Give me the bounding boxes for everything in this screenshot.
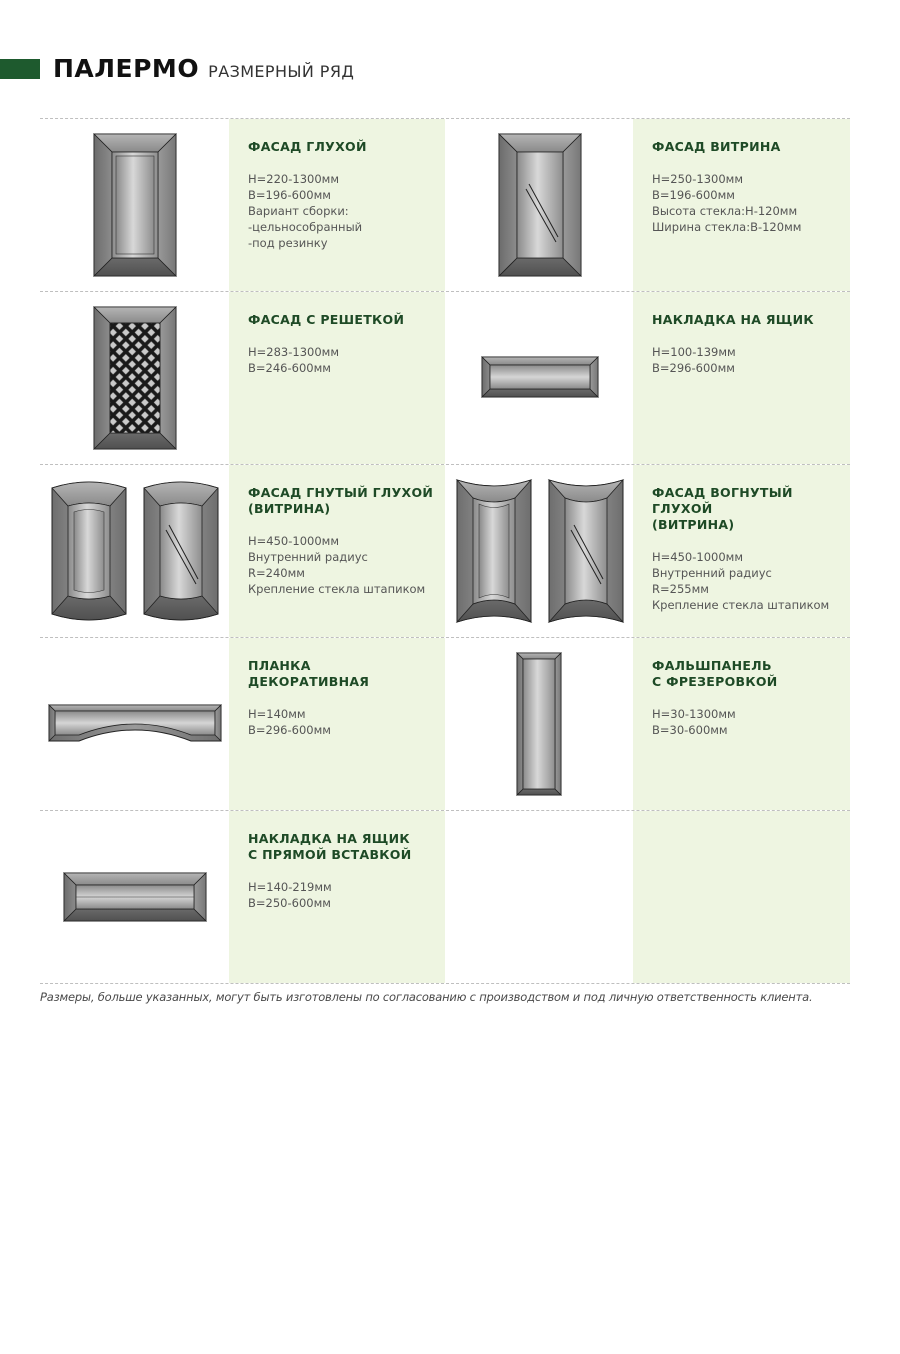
product-image-cell bbox=[445, 119, 633, 291]
header-accent-bar bbox=[0, 59, 40, 79]
product-specs bbox=[248, 879, 435, 911]
product-info-cell bbox=[229, 292, 445, 464]
spec-width: В=30-600мм bbox=[652, 723, 728, 737]
product-info-cell bbox=[633, 465, 850, 637]
spec-height: Н=450-1000мм bbox=[248, 534, 340, 548]
product-title: ФАСАД ВИТРИНА bbox=[652, 139, 781, 154]
product-info-cell bbox=[229, 811, 445, 983]
curved-facade-solid-drawing bbox=[52, 480, 126, 622]
product-image-cell bbox=[40, 638, 229, 810]
spec-height: Н=220-1300мм bbox=[248, 172, 340, 186]
product-info-cell bbox=[633, 638, 850, 810]
product-grid bbox=[40, 118, 850, 984]
product-title: ФАСАД ГЛУХОЙ bbox=[248, 139, 367, 154]
spec-height: Н=100-139мм bbox=[652, 345, 736, 359]
spec-line: Внутренний радиус bbox=[652, 566, 772, 580]
product-row bbox=[40, 118, 850, 291]
product-image-cell bbox=[40, 292, 229, 464]
product-specs bbox=[652, 706, 840, 738]
product-info-cell bbox=[229, 465, 445, 637]
title-subtitle: РАЗМЕРНЫЙ РЯД bbox=[208, 62, 355, 81]
product-row bbox=[40, 637, 850, 810]
product-row bbox=[40, 810, 850, 984]
product-specs bbox=[248, 533, 435, 597]
spec-line: Высота стекла:Н-120мм bbox=[652, 204, 798, 218]
product-image-cell bbox=[445, 638, 633, 810]
facade-vitrine-drawing bbox=[499, 134, 581, 276]
curved-facade-vitrine-drawing bbox=[144, 480, 218, 622]
drawer-overlay-drawing bbox=[482, 357, 598, 397]
empty-image-cell bbox=[445, 811, 633, 983]
product-title: НАКЛАДКА НА ЯЩИК С ПРЯМОЙ ВСТАВКОЙ bbox=[248, 831, 412, 862]
spec-width: В=196-600мм bbox=[248, 188, 331, 202]
spec-line: Внутренний радиус bbox=[248, 550, 368, 564]
spec-height: Н=283-1300мм bbox=[248, 345, 340, 359]
spec-radius: R=240мм bbox=[248, 566, 305, 580]
title-main: ПАЛЕРМО bbox=[53, 54, 200, 83]
product-info-cell bbox=[229, 119, 445, 291]
spec-line: Вариант сборки: bbox=[248, 204, 349, 218]
spec-width: В=250-600мм bbox=[248, 896, 331, 910]
product-title: НАКЛАДКА НА ЯЩИК bbox=[652, 312, 814, 327]
product-title: ФАСАД С РЕШЕТКОЙ bbox=[248, 312, 405, 327]
product-title: ФАСАД ВОГНУТЫЙ ГЛУХОЙ (ВИТРИНА) bbox=[652, 485, 793, 532]
facade-lattice-drawing bbox=[94, 307, 176, 449]
product-image-cell bbox=[445, 465, 633, 637]
product-image-cell bbox=[40, 119, 229, 291]
product-image-cell bbox=[40, 811, 229, 983]
facade-solid-drawing bbox=[94, 134, 176, 276]
product-info-cell bbox=[633, 119, 850, 291]
product-specs bbox=[248, 344, 435, 376]
product-row bbox=[40, 291, 850, 464]
product-image-cell bbox=[40, 465, 229, 637]
spec-line: -под резинку bbox=[248, 236, 328, 250]
spec-line: Крепление стекла штапиком bbox=[652, 598, 830, 612]
spec-height: Н=140мм bbox=[248, 707, 306, 721]
product-title: ПЛАНКА ДЕКОРАТИВНАЯ bbox=[248, 658, 370, 689]
spec-height: Н=250-1300мм bbox=[652, 172, 744, 186]
product-title: ФАЛЬШПАНЕЛЬ С ФРЕЗЕРОВКОЙ bbox=[652, 658, 778, 689]
product-specs bbox=[248, 706, 435, 738]
spec-height: Н=30-1300мм bbox=[652, 707, 736, 721]
empty-info-cell bbox=[633, 811, 850, 983]
drawer-overlay-straight-insert-drawing bbox=[64, 873, 206, 921]
false-panel-drawing bbox=[517, 653, 561, 795]
product-specs bbox=[652, 171, 840, 235]
product-specs bbox=[652, 549, 840, 613]
page-title bbox=[53, 54, 354, 83]
spec-width: В=196-600мм bbox=[652, 188, 735, 202]
spec-line: Крепление стекла штапиком bbox=[248, 582, 426, 596]
spec-line: -цельнособранный bbox=[248, 220, 363, 234]
footnote: Размеры, больше указанных, могут быть изготовлены по согласованию с производством и под личную ответственность клиента. bbox=[40, 990, 813, 1004]
spec-radius: R=255мм bbox=[652, 582, 709, 596]
spec-height: Н=450-1000мм bbox=[652, 550, 744, 564]
spec-width: В=296-600мм bbox=[652, 361, 735, 375]
concave-facade-vitrine-drawing bbox=[549, 480, 623, 622]
product-image-cell bbox=[445, 292, 633, 464]
concave-facade-solid-drawing bbox=[457, 480, 531, 622]
product-row bbox=[40, 464, 850, 637]
product-specs bbox=[248, 171, 435, 251]
product-info-cell bbox=[229, 638, 445, 810]
product-info-cell bbox=[633, 292, 850, 464]
decorative-plank-drawing bbox=[49, 705, 221, 743]
spec-height: Н=140-219мм bbox=[248, 880, 332, 894]
product-title: ФАСАД ГНУТЫЙ ГЛУХОЙ (ВИТРИНА) bbox=[248, 485, 434, 516]
spec-line: Ширина стекла:В-120мм bbox=[652, 220, 802, 234]
spec-width: В=246-600мм bbox=[248, 361, 331, 375]
spec-width: В=296-600мм bbox=[248, 723, 331, 737]
product-specs bbox=[652, 344, 840, 376]
